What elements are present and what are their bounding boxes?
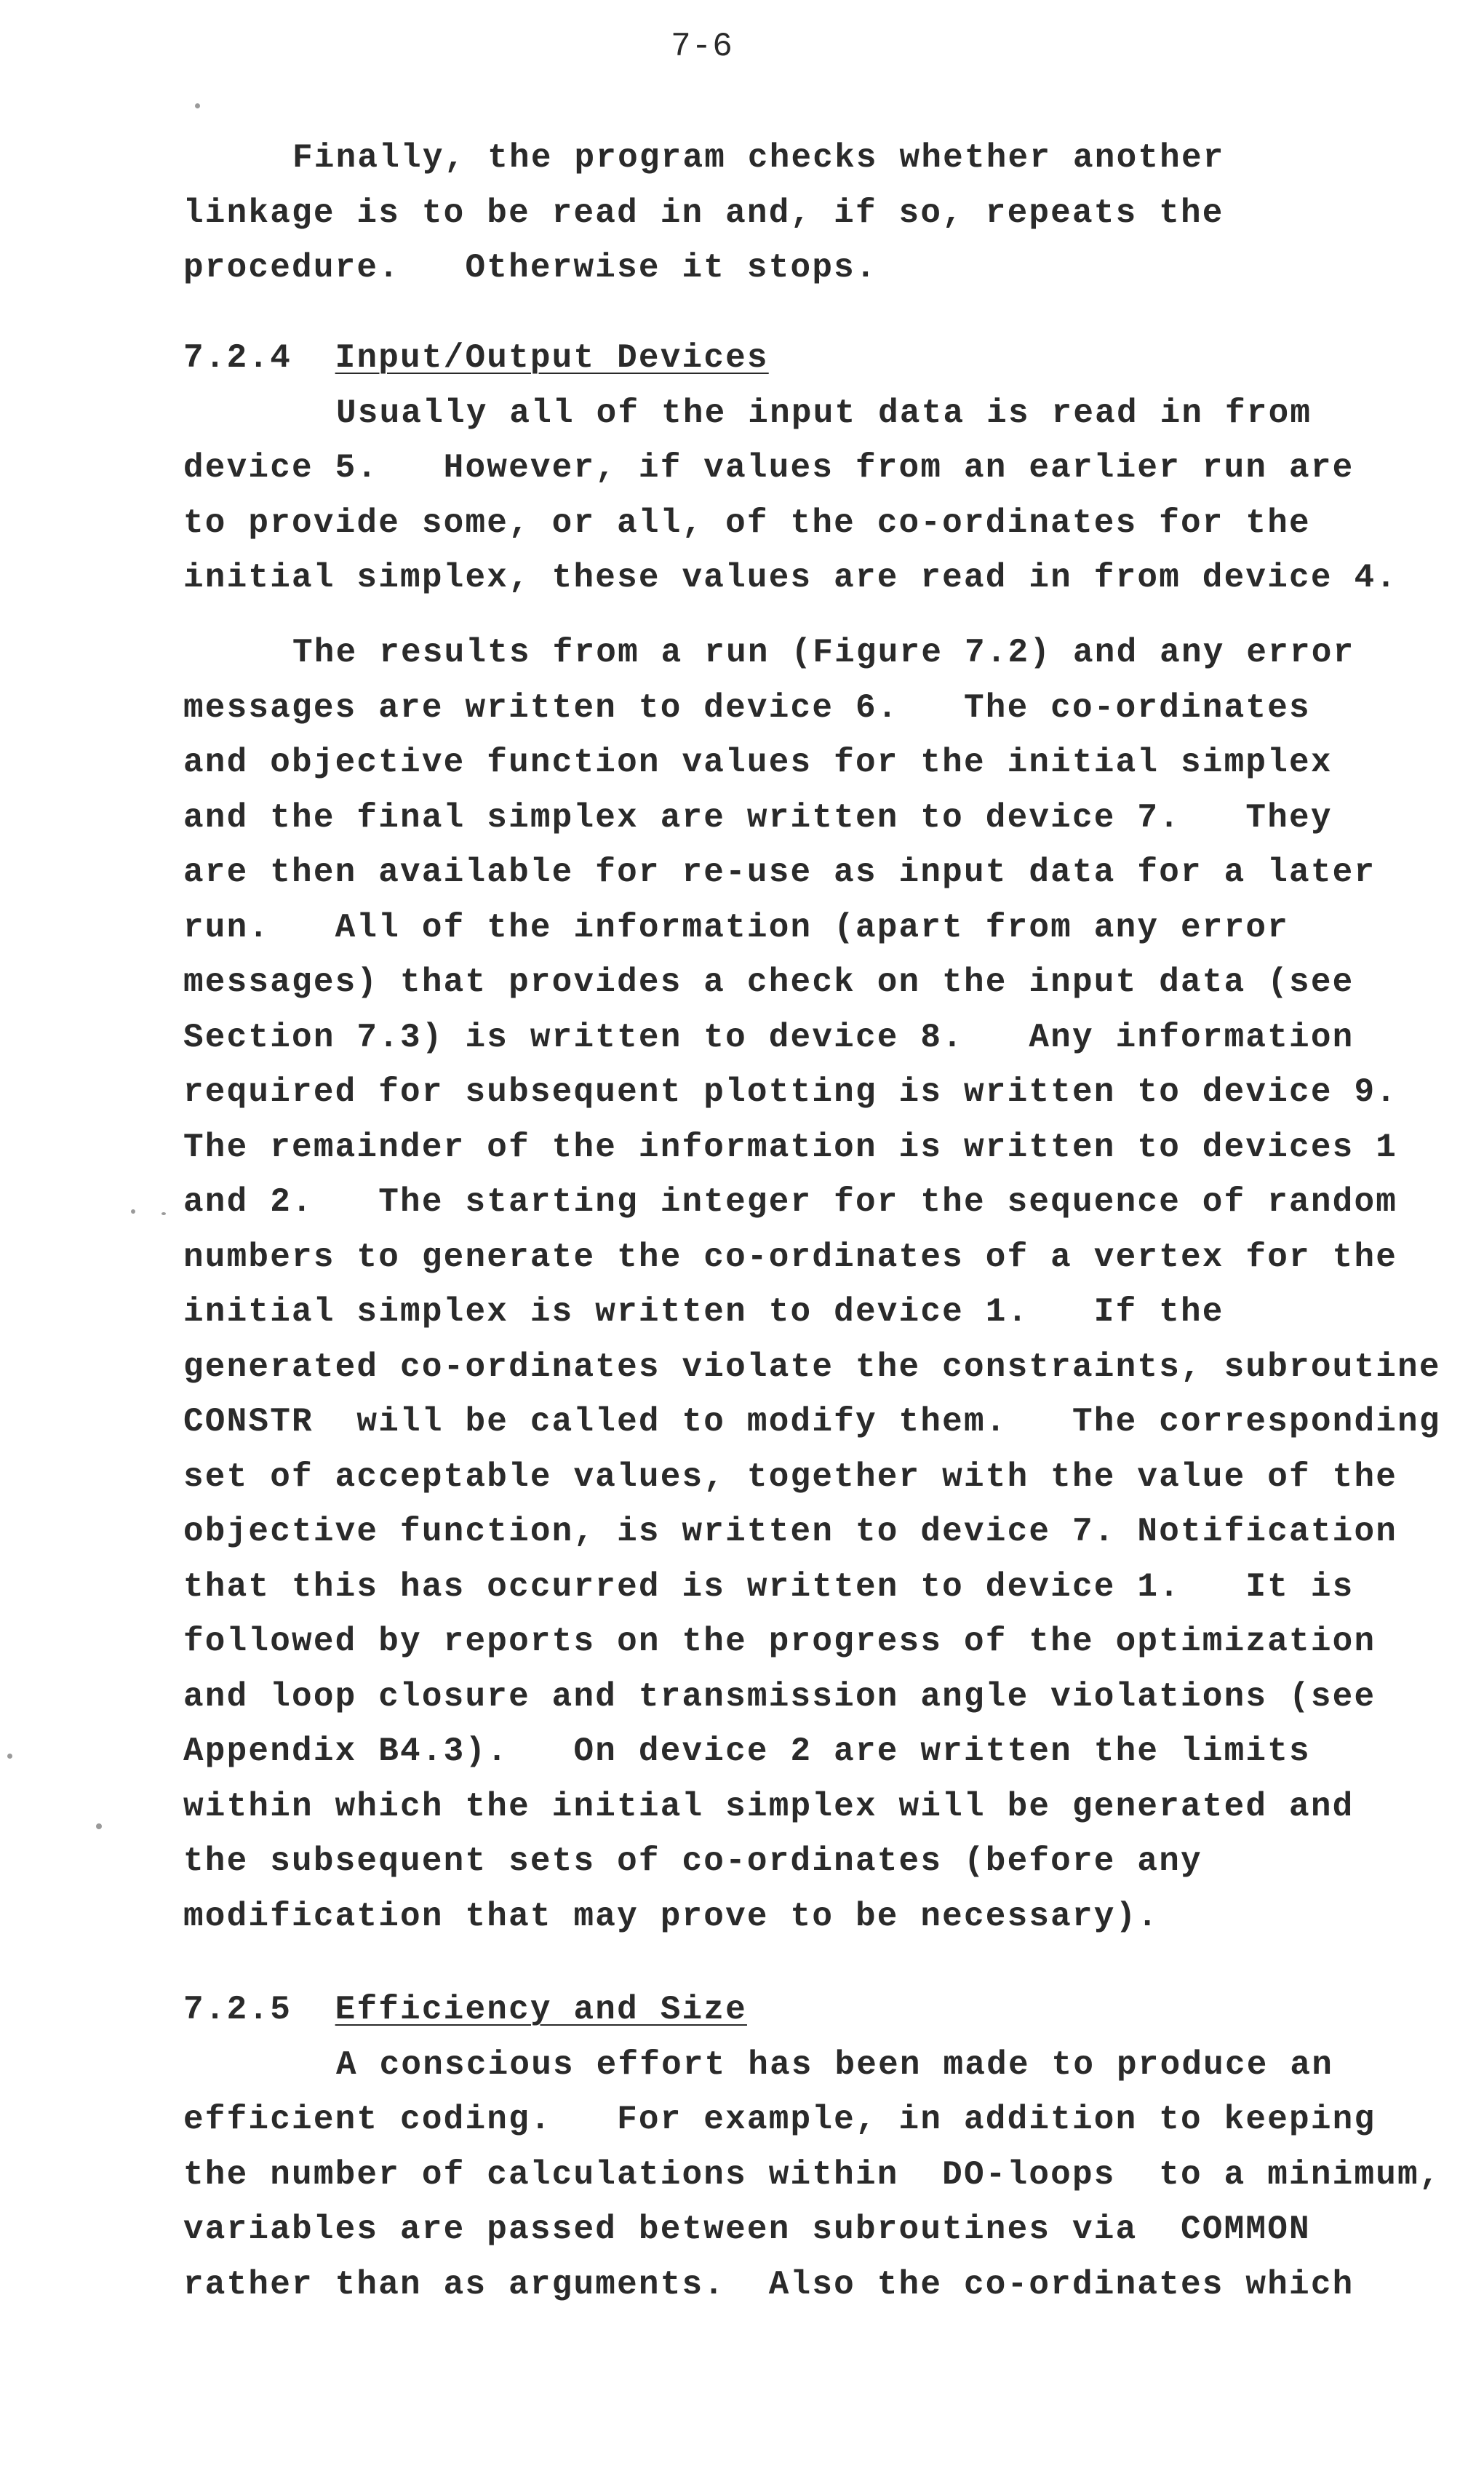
text-line: and objective function values for the initial simplex <box>183 744 1333 781</box>
text-line: Usually all of the input data is read in from <box>336 394 1312 432</box>
text-line: messages) that provides a check on the input data (see <box>183 963 1355 1001</box>
section-heading <box>183 1983 1464 2038</box>
text-line: that this has occurred is written to device 1. It is <box>183 1567 1355 1606</box>
section-heading <box>183 331 1464 386</box>
text-line: Finally, the program checks whether another <box>292 139 1225 177</box>
text-line: initial simplex is written to device 1. If the <box>183 1293 1224 1331</box>
text-line: modification that may prove to be necessary). <box>183 1897 1160 1935</box>
text-line: procedure. Otherwise it stops. <box>183 249 877 287</box>
text-line: within which the initial simplex will be generated and <box>183 1787 1355 1826</box>
text-line: set of acceptable values, together with the value of the <box>183 1457 1398 1496</box>
scan-speck <box>161 1212 166 1215</box>
text-line: run. All of the information (apart from any error <box>183 908 1290 947</box>
text-line: required for subsequent plotting is written to device 9. <box>183 1073 1398 1111</box>
text-line: generated co-ordinates violate the constraints, subroutine <box>183 1348 1441 1386</box>
text-line: numbers to generate the co-ordinates of a vertex for the <box>183 1238 1398 1276</box>
scan-speck <box>131 1209 135 1214</box>
text-line: device 5. However, if values from an earlier run are <box>183 449 1355 487</box>
text-line: variables are passed between subroutines via COMMON <box>183 2211 1311 2248</box>
text-line: A conscious effort has been made to produce an <box>336 2045 1334 2084</box>
section-number: 7.2.4 <box>183 339 292 377</box>
text-line: messages are written to device 6. The co-ordinates <box>183 688 1311 727</box>
section-7-2-5 <box>183 1983 1464 2312</box>
scan-speck <box>96 1823 102 1829</box>
text-line: objective function, is written to device 7. Notification <box>183 1513 1398 1551</box>
text-line: The results from a run (Figure 7.2) and any error <box>292 634 1355 672</box>
text-line: and the final simplex are written to device 7. They <box>183 798 1333 837</box>
text-line: Appendix B4.3). On device 2 are written the limits <box>183 1732 1311 1770</box>
section-number: 7.2.5 <box>183 1991 292 2029</box>
page-number: 7-6 <box>671 28 733 65</box>
section-title: Input/Output Devices <box>335 339 769 377</box>
text-line: initial simplex, these values are read in from device 4. <box>183 559 1398 597</box>
text-line: efficient coding. For example, in addition to keeping <box>183 2101 1376 2138</box>
scan-speck <box>195 103 200 108</box>
scan-speck <box>7 1754 12 1759</box>
section-7-2-4 <box>183 331 1464 606</box>
text-line: to provide some, or all, of the co-ordinates for the <box>183 504 1311 542</box>
text-line: the subsequent sets of co-ordinates (before any <box>183 1842 1202 1880</box>
paragraph-results <box>183 626 1464 1944</box>
text-line: rather than as arguments. Also the co-ordinates which <box>183 2265 1355 2304</box>
text-line: followed by reports on the progress of the optimization <box>183 1623 1376 1660</box>
text-line: Section 7.3) is written to device 8. Any information <box>183 1018 1355 1057</box>
text-line: are then available for re-use as input data for a later <box>183 853 1376 891</box>
section-title: Efficiency and Size <box>335 1991 747 2029</box>
text-line: the number of calculations within DO-loops to a minimum, <box>183 2155 1441 2194</box>
text-line: linkage is to be read in and, if so, repeats the <box>183 194 1224 232</box>
text-line: and 2. The starting integer for the sequence of random <box>183 1183 1398 1221</box>
text-line: CONSTR will be called to modify them. The corresponding <box>183 1403 1441 1441</box>
paragraph-finally <box>183 131 1464 296</box>
text-line: and loop closure and transmission angle violations (see <box>183 1677 1376 1716</box>
text-line: The remainder of the information is written to devices 1 <box>183 1128 1398 1166</box>
